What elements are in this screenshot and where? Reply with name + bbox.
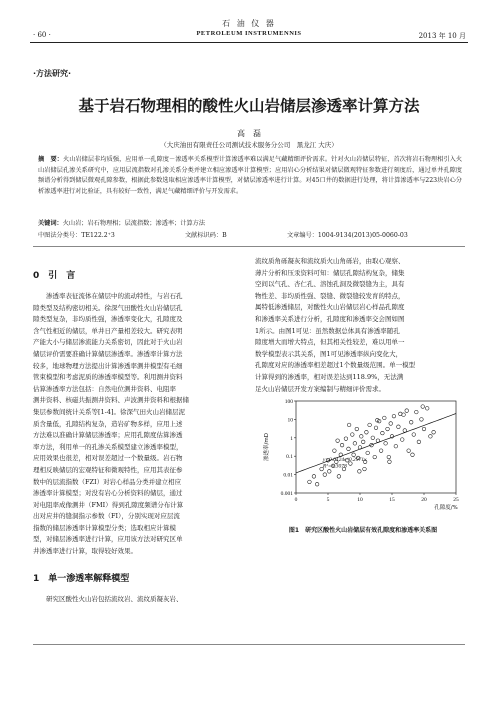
text-line: 隙度增大而增大特点，但其相关性较差，难以用单一 [255, 338, 405, 347]
data-point [315, 482, 319, 486]
text-line: 和渗透率关系进行分析，孔隙度和渗透率交会图如图 [255, 314, 405, 323]
data-point [333, 449, 337, 453]
data-point [405, 409, 409, 413]
text-line: 方法难以准确计算储层渗透率；应用孔隙度估算渗透 [33, 431, 183, 440]
data-point [308, 480, 312, 484]
footnote-rule [33, 644, 465, 645]
data-point [379, 449, 383, 453]
porosity-permeability-chart [258, 395, 468, 520]
data-point [327, 470, 331, 474]
data-point [312, 475, 316, 479]
keywords-text: 火山岩；岩石物理相；层流指数；渗透率；计算方法 [62, 220, 206, 227]
article-number: 文章编号：1004-9134(2013)05-0060-03 [287, 232, 408, 239]
data-point [347, 423, 351, 427]
data-point [337, 475, 341, 479]
clc-number: 中图法分类号：TE122.2⁺3 [38, 232, 115, 239]
abstract-text: 火山岩储层非均质强，应用单一孔隙度－渗透率关系模型计算渗透率难以满足气藏精细评价需求。针对火山岩储层特征，首次将岩石物理相引入火山岩储层孔渗关系研究中，应用层流指数对孔渗关系分类并建立相应渗透率计算模型；应用岩心分析结果对储层微观特征参数进行刻度后，通过单井孔隙度频谱分析得到储层微观孔隙参数，根据此参数选取相应渗透率计算模型，对储层渗透率进行计算。对45口井的数据进行处理，将计算渗透率与223块岩心分析渗透率进行对比验证，具有较好一致性，满足气藏精细评价与开发需求。 [38, 156, 463, 195]
text-line: 理相反映储层的宏观特征和微观特性，应用其表征参 [33, 465, 183, 474]
text-line: 出对应井的缝洞指示参数（FI），分别实现对应层流 [33, 512, 180, 521]
plot-frame [296, 401, 456, 493]
data-point [384, 442, 388, 446]
data-point [381, 431, 385, 435]
x-tick-label: 0 [294, 497, 298, 503]
author: 高 磊 [237, 129, 261, 138]
data-point [412, 433, 416, 437]
data-point [421, 405, 425, 409]
text-line: 属特低渗透储层，对酸性火山岩储层岩心样品孔隙度 [255, 303, 405, 312]
data-point [361, 440, 365, 444]
data-point [353, 442, 357, 446]
data-point [407, 449, 411, 453]
data-point [351, 433, 355, 437]
text-line: 应用效果也很差，相对误差超过一个数量级。岩石物 [33, 454, 183, 463]
section-tag: ·方法研究· [33, 69, 72, 78]
data-point [420, 418, 424, 422]
data-point [355, 427, 359, 431]
data-point [389, 422, 393, 426]
text-line: 渗透率计算模型；对没有岩心分析资料的储层，通过 [33, 489, 183, 498]
text-line: 型，对储层渗透率进行计算，应用该方法对研究区单 [33, 535, 183, 544]
text-line: 对电阻率成像测井（FMI）得到孔隙度频谱分布计算 [33, 500, 184, 509]
text-line: 孔隙度对应的渗透率相差超过1个数量级范围。单一模型 [255, 361, 416, 370]
y-tick-label: 0.001 [280, 491, 293, 497]
data-point [344, 437, 348, 441]
text-line: 指数的储层渗透率计算模型分类；选取相应计算模 [33, 523, 176, 532]
data-point [363, 467, 367, 471]
trend-equation: y=0.0124e^0.2971x [322, 456, 367, 463]
text-line: 集层参数间统计关系等[1-4]。徐深气田火山岩储层泥 [33, 407, 186, 416]
data-point [359, 435, 363, 439]
document-code: 文献标识码：B [185, 232, 227, 239]
data-point [371, 436, 375, 440]
text-line: 储层评价需要准确计算储层渗透率。渗透率计算方法 [33, 349, 183, 358]
trend-line [296, 414, 456, 473]
intro-paragraph [33, 291, 243, 558]
affiliation: （大庆油田有限责任公司测试技术服务分公司 黑龙江 大庆） [160, 141, 338, 149]
text-line: 管束模型和考虑泥质的渗透率模型等。利用测井资料 [33, 373, 183, 382]
text-line: 空间以气孔、杏仁孔、溶蚀孔洞及微裂缝为主，具有 [255, 280, 405, 289]
data-point [400, 438, 404, 442]
text-line: 含气性相近的储层，单井日产量相差较大。研究表明 [33, 326, 183, 335]
data-point [340, 443, 344, 447]
text-line: 井渗透率进行计算，取得较好效果。 [33, 547, 137, 556]
issue-date: 2013 年 10 月 [418, 32, 466, 40]
data-point [402, 413, 406, 417]
x-tick-label: 20 [421, 497, 427, 503]
text-line: 数中的层流指数（FZI）对岩心样品分类并建立相应 [33, 477, 182, 486]
data-point [388, 460, 392, 464]
data-point [417, 440, 421, 444]
text-line: 物性差、非均质性强、裂缝、微裂缝较发育的特点， [255, 291, 405, 300]
data-point [374, 426, 378, 430]
text-line: 隙类型及结构密切相关。徐深气田酸性火山岩储层孔 [33, 303, 183, 312]
data-point [365, 430, 369, 434]
journal-title-cn: 石 油 仪 器 [222, 19, 276, 28]
text-line: 质含量低，孔隙结构复杂，造岩矿物多样，应用上述 [33, 419, 183, 428]
data-point [397, 425, 401, 429]
text-line: 足火山岩储层开发方案编制与精细评价需求。 [255, 384, 385, 393]
section-0-heading: 0 引 言 [33, 271, 76, 281]
analysis-paragraph [255, 256, 467, 395]
data-point [415, 410, 419, 414]
text-line: 较多，地球物理方法提出计算渗透率测井模型有毛细 [33, 361, 183, 370]
x-axis-label: 孔隙度/% [434, 505, 458, 511]
abstract-label: 摘 要： [38, 156, 63, 163]
data-point [373, 455, 377, 459]
page-number: · 60 · [33, 31, 51, 39]
data-point [323, 473, 327, 477]
y-tick-label: 10 [287, 417, 293, 424]
y-tick-label: 0.01 [283, 472, 293, 479]
x-tick-label: 25 [453, 497, 459, 503]
data-point [394, 444, 398, 448]
paper-title: 基于岩石物理相的酸性火山岩储层渗透率计算方法 [78, 97, 420, 115]
figure-caption: 图1 研究区酸性火山岩储层有效孔隙度和渗透率关系图 [288, 527, 438, 534]
data-point [368, 423, 372, 427]
text-line: 估算渗透率方法包括：自然电位测井资料、电阻率 [33, 384, 176, 393]
data-point [425, 407, 429, 411]
x-tick-label: 15 [389, 497, 395, 503]
journal-title-en: PETROLEUM INSTRUMENNIS [196, 30, 302, 37]
data-point [409, 420, 413, 424]
text-line: 数学模型表示其关系，图1可见渗透率纵向变化大， [255, 349, 403, 358]
text-line: 流纹质角砾凝灰和流纹质火山角砾岩，由取心观察、 [255, 257, 405, 265]
text-line: 计算得到的渗透率，相对误差达到118.9%，无法满 [255, 372, 404, 381]
abstract-rule [33, 246, 465, 247]
text-line: 薄片分析和压汞资料可知：储层孔隙结构复杂，储集 [255, 268, 405, 277]
y-tick-label: 0.1 [286, 454, 293, 461]
keywords [38, 218, 462, 227]
text-line: 测井资料、核磁共振测井资料、声波测井资料和根据储 [33, 396, 189, 405]
data-point [422, 427, 426, 431]
data-point [411, 453, 415, 457]
data-point [366, 451, 370, 455]
text-line: 率方法，利用单一的孔渗关系模型建立渗透率模型， [33, 442, 183, 451]
text-line: 渗透率表征流体在储层中的流动特性，与岩石孔 [46, 292, 183, 300]
data-point [347, 447, 351, 451]
data-point [386, 427, 390, 431]
x-tick-label: 5 [326, 497, 330, 503]
abstract [38, 155, 462, 197]
data-point [392, 414, 396, 418]
data-point [358, 470, 362, 474]
keywords-label: 关键词： [38, 220, 63, 227]
x-tick-label: 10 [357, 497, 363, 503]
header-rule [30, 42, 468, 43]
section-1-heading: 1 单一渗透率解释模型 [33, 574, 130, 584]
data-point [429, 435, 433, 439]
data-point [387, 455, 391, 459]
section-1-first-line: 研究区酸性火山岩包括流纹岩、流纹质凝灰岩、 [46, 595, 183, 603]
y-axis-label: 渗透率/mD [264, 433, 270, 461]
y-tick-label: 100 [284, 399, 293, 405]
text-line: 1所示。由图1可见：虽然数据总体具有渗透率随孔 [255, 326, 400, 335]
r-squared: R²=0.3078 [322, 463, 347, 470]
data-point [383, 416, 387, 420]
data-point [432, 430, 436, 434]
data-point [336, 439, 340, 443]
text-line: 产能大小与储层渗流能力关系密切，因此对于火山岩 [33, 338, 183, 347]
y-tick-label: 1 [290, 435, 293, 442]
text-line: 隙类型复杂，非均质性强，渗透率变化大，孔隙度及 [33, 315, 183, 324]
